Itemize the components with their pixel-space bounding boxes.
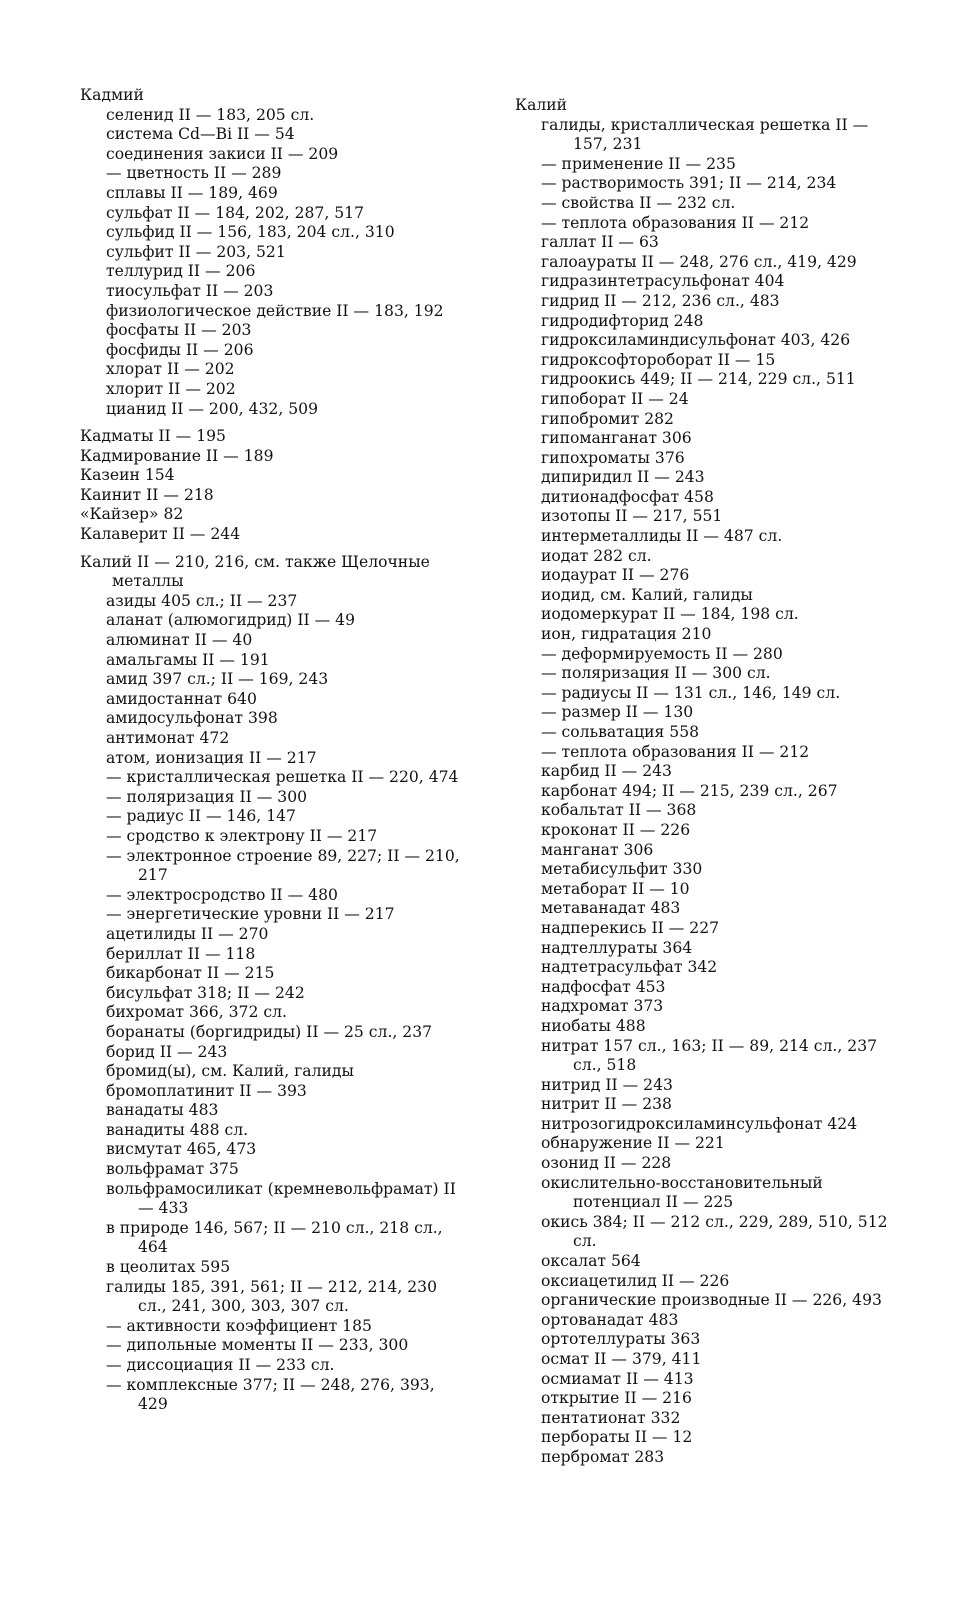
index-entry: гидроокись 449; II — 214, 229 сл., 511 [541, 370, 856, 389]
index-entry: атом, ионизация II — 217 [106, 748, 317, 767]
index-entry: сульфат II — 184, 202, 287, 517 [106, 203, 365, 222]
entry-heading: Кадмий [80, 86, 144, 104]
index-entry: манганат 306 [541, 840, 654, 859]
index-entry: метаборат II — 10 [541, 879, 690, 898]
index-entry: надтетрасульфат 342 [541, 958, 718, 977]
index-entry: вольфрамат 375 [106, 1160, 239, 1179]
index-entry: в природе 146, 567; II — 210 сл., 218 сл., 464 [106, 1218, 443, 1257]
index-entry: галиды, кристаллическая решетка II — 157, 231 [541, 115, 869, 154]
index-entry: — сродство к электрону II — 217 [106, 826, 378, 845]
index-entry: физиологическое действие II — 183, 192 [106, 301, 444, 320]
index-entry: антимонат 472 [106, 729, 230, 747]
index-entry: сульфид II — 156, 183, 204 сл., 310 [106, 223, 395, 242]
index-entry: Кадмирование II — 189 [80, 446, 274, 465]
index-entry: гидрид II — 212, 236 сл., 483 [541, 291, 780, 310]
kaliy-continued-subentries [515, 116, 890, 1468]
index-entry: Казеин 154 [80, 466, 175, 485]
kaliy-subentries [80, 592, 460, 1415]
index-entry: селенид II — 183, 205 сл. [106, 105, 315, 124]
index-entry: — растворимость 391; II — 214, 234 [541, 174, 837, 193]
index-entry: гипоманганат 306 [541, 429, 692, 448]
index-entry: надфосфат 453 [541, 977, 666, 996]
index-entry: иодид, см. Калий, галиды [541, 585, 753, 604]
index-entry: Каинит II — 218 [80, 485, 214, 504]
index-entry: аланат (алюмогидрид) II — 49 [106, 611, 356, 630]
index-entry: гидродифторид 248 [541, 311, 704, 330]
index-entry: тиосульфат II — 203 [106, 281, 274, 300]
index-entry: галоаураты II — 248, 276 сл., 419, 429 [541, 252, 857, 271]
index-entry: теллурид II — 206 [106, 262, 256, 281]
index-entry: висмутат 465, 473 [106, 1140, 257, 1159]
index-entry: гидразинтетрасульфонат 404 [541, 272, 785, 291]
kadmiy-subentries [80, 106, 460, 420]
index-entry: бисульфат 318; II — 242 [106, 983, 305, 1002]
index-entry: открытие II — 216 [541, 1389, 692, 1408]
index-entry: обнаружение II — 221 [541, 1134, 725, 1153]
index-entry: — энергетические уровни II — 217 [106, 905, 395, 924]
index-entry: надперекись II — 227 [541, 918, 720, 937]
index-entry: хлорат II — 202 [106, 360, 235, 379]
index-entry: пентатионат 332 [541, 1408, 681, 1427]
index-entry: амальгамы II — 191 [106, 650, 270, 669]
index-entry: оксиацетилид II — 226 [541, 1271, 730, 1290]
index-entry: фосфаты II — 203 [106, 321, 252, 340]
index-entry: соединения закиси II — 209 [106, 144, 339, 163]
index-entry: — диссоциация II — 233 сл. [106, 1356, 335, 1374]
index-entry: — цветность II — 289 [106, 164, 282, 183]
index-entry: дипиридил II — 243 [541, 468, 705, 487]
index-entry: — деформируемость II — 280 [541, 644, 783, 663]
entry-heading: Калий II — 210, 216, см. также Щелочные металлы [80, 552, 430, 591]
index-entry: — применение II — 235 [541, 154, 736, 173]
index-entry: ортованадат 483 [541, 1310, 679, 1329]
index-entry: озонид II — 228 [541, 1154, 672, 1173]
index-entry: «Кайзер» 82 [80, 505, 184, 524]
index-entry: — активности коэффициент 185 [106, 1316, 372, 1335]
index-entry: — радиус II — 146, 147 [106, 807, 296, 826]
index-entry: — размер II — 130 [541, 703, 694, 722]
index-entry: бихромат 366, 372 сл. [106, 1003, 287, 1022]
index-entry: пербораты II — 12 [541, 1428, 693, 1447]
index-entry: нитрат 157 сл., 163; II — 89, 214 сл., 237 сл., 518 [541, 1036, 878, 1075]
index-entry: органические производные II — 226, 493 [541, 1291, 882, 1310]
index-entry: галиды 185, 391, 561; II — 212, 214, 230 сл., 241, 300, 303, 307 сл. [106, 1277, 438, 1316]
index-entry: нитрозогидроксиламинсульфонат 424 [541, 1114, 858, 1133]
index-entry: вольфрамосиликат (кремневольфрамат) II — 433 [106, 1179, 456, 1218]
index-entry: надтеллураты 364 [541, 938, 693, 957]
index-entry: ортотеллураты 363 [541, 1330, 701, 1349]
index-entry: хлорит II — 202 [106, 379, 236, 398]
index-entry: боранаты (боргидриды) II — 25 сл., 237 [106, 1022, 433, 1041]
index-entry: Кадматы II — 195 [80, 427, 226, 446]
index-entry: гипобромит 282 [541, 409, 674, 428]
index-entry: окись 384; II — 212 сл., 229, 289, 510, 512 сл. [541, 1212, 888, 1251]
right-column [515, 96, 890, 1468]
index-entry: нитрит II — 238 [541, 1095, 672, 1114]
index-entry: амидостаннат 640 [106, 689, 257, 708]
index-entry: — дипольные моменты II — 233, 300 [106, 1336, 409, 1355]
index-entry: бериллат II — 118 [106, 944, 256, 963]
index-entry: борид II — 243 [106, 1042, 228, 1061]
index-entry: — электронное строение 89, 227; II — 210, 217 [106, 846, 460, 885]
index-entry: — поляризация II — 300 сл. [541, 664, 771, 683]
index-entry: — комплексные 377; II — 248, 276, 393, 429 [106, 1375, 435, 1414]
index-entry: бромоплатинит II — 393 [106, 1081, 307, 1100]
entry-heading: Калий [515, 96, 568, 114]
index-entry: — кристаллическая решетка II — 220, 474 [106, 768, 459, 787]
index-entry: гидроксофтороборат II — 15 [541, 350, 776, 369]
index-entry: иодаурат II — 276 [541, 566, 690, 585]
index-entry: бромид(ы), см. Калий, галиды [106, 1062, 354, 1081]
index-entry: ниобаты 488 [541, 1016, 646, 1035]
index-entry: галлат II — 63 [541, 233, 659, 252]
index-entry: кобальтат II — 368 [541, 801, 697, 820]
index-entry: — сольватация 558 [541, 723, 700, 741]
index-entry: — теплота образования II — 212 [541, 742, 810, 761]
index-entry: осмиамат II — 413 [541, 1369, 694, 1388]
index-entry: ацетилиды II — 270 [106, 924, 269, 943]
index-entry: в цеолитах 595 [106, 1258, 231, 1277]
headword-list [80, 427, 460, 545]
index-entry: иодат 282 сл. [541, 546, 652, 565]
index-entry: фосфиды II — 206 [106, 340, 254, 359]
index-entry: ванадаты 483 [106, 1101, 219, 1120]
index-entry: амидосульфонат 398 [106, 709, 278, 728]
index-entry: окислительно-восстановительный потенциал II — 225 [541, 1173, 823, 1212]
index-entry: — поляризация II — 300 [106, 787, 308, 806]
index-entry: амид 397 сл.; II — 169, 243 [106, 670, 329, 689]
index-entry: гипохроматы 376 [541, 448, 685, 467]
index-entry: — свойства II — 232 сл. [541, 193, 736, 212]
index-entry: бикарбонат II — 215 [106, 964, 275, 983]
index-entry: интерметаллиды II — 487 сл. [541, 527, 783, 546]
index-entry: цианид II — 200, 432, 509 [106, 399, 319, 418]
index-entry: — радиусы II — 131 сл., 146, 149 сл. [541, 683, 841, 702]
index-entry: гипоборат II — 24 [541, 389, 689, 408]
index-entry: азиды 405 сл.; II — 237 [106, 591, 298, 610]
index-entry: карбонат 494; II — 215, 239 сл., 267 [541, 781, 838, 800]
index-entry: карбид II — 243 [541, 762, 672, 781]
index-entry: метабисульфит 330 [541, 860, 703, 879]
left-column [80, 86, 460, 1415]
index-entry: оксалат 564 [541, 1252, 641, 1271]
index-entry: осмат II — 379, 411 [541, 1350, 702, 1368]
index-entry: ванадиты 488 сл. [106, 1120, 249, 1139]
index-entry: метаванадат 483 [541, 899, 681, 918]
index-entry: — электросродство II — 480 [106, 885, 338, 904]
index-entry: Калаверит II — 244 [80, 525, 241, 544]
index-entry: сульфит II — 203, 521 [106, 242, 286, 261]
index-entry: — теплота образования II — 212 [541, 213, 810, 232]
index-entry: алюминат II — 40 [106, 631, 253, 650]
index-entry: нитрид II — 243 [541, 1075, 673, 1094]
index-entry: надхромат 373 [541, 997, 664, 1016]
index-entry: пербромат 283 [541, 1447, 665, 1466]
index-entry: ион, гидратация 210 [541, 625, 712, 644]
index-entry: дитионадфосфат 458 [541, 487, 714, 506]
index-entry: иодомеркурат II — 184, 198 сл. [541, 605, 799, 624]
index-entry: гидроксиламиндисульфонат 403, 426 [541, 331, 851, 350]
index-entry: сплавы II — 189, 469 [106, 183, 278, 202]
index-entry: система Cd—Bi II — 54 [106, 125, 295, 144]
index-entry: изотопы II — 217, 551 [541, 507, 723, 526]
index-entry: кроконат II — 226 [541, 820, 691, 839]
